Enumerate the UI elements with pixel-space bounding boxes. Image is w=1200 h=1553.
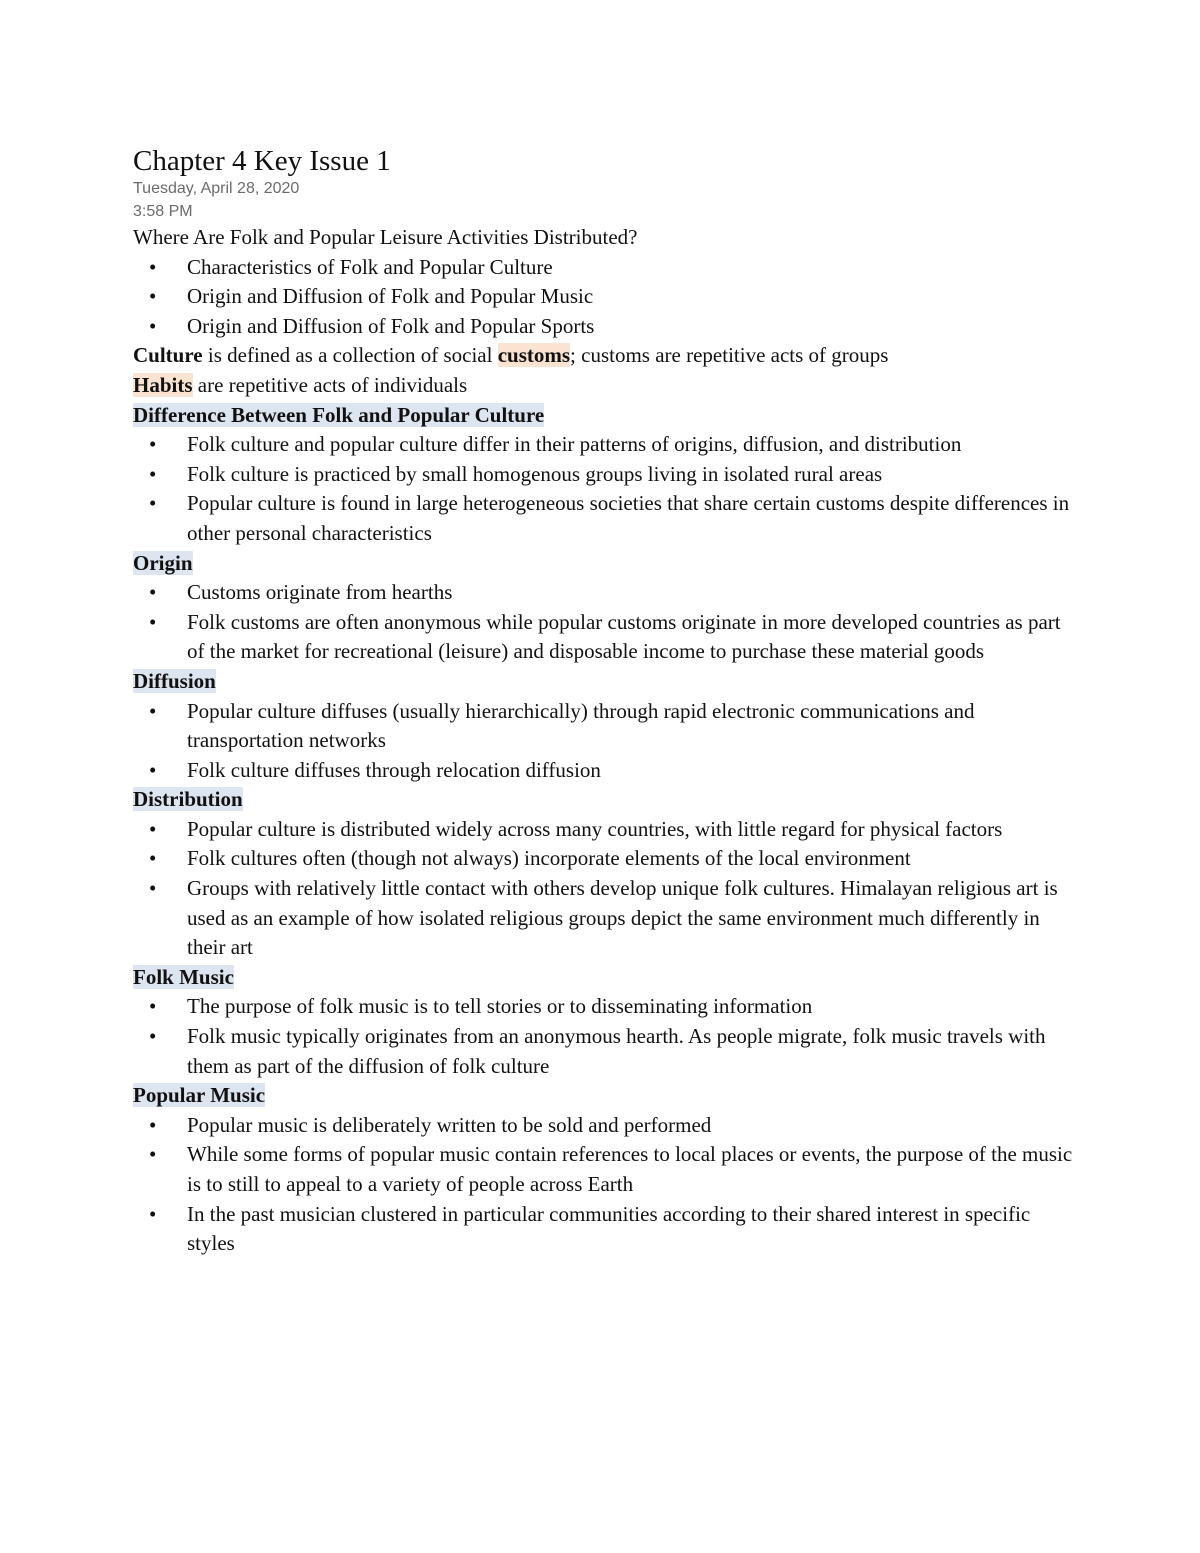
section-list-distribution	[133, 815, 1073, 963]
list-item: • In the past musician clustered in particular communities according to their shared interest in specific styles	[133, 1200, 1073, 1259]
intro-list	[133, 253, 1073, 342]
customs-definition-text: ; customs are repetitive acts of groups	[570, 343, 889, 368]
list-item: • Folk music typically originates from an anonymous hearth. As people migrate, folk music travels with them as part of the diffusion of folk culture	[133, 1022, 1073, 1081]
list-item: • Folk culture and popular culture differ in their patterns of origins, diffusion, and distribution	[133, 430, 1073, 460]
habits-definition	[133, 371, 1073, 401]
habits-definition-text: are repetitive acts of individuals	[192, 372, 468, 397]
list-item: • Folk culture diffuses through relocation diffusion	[133, 756, 1073, 786]
list-item: • Characteristics of Folk and Popular Culture	[133, 253, 1073, 283]
section-list-popular-music	[133, 1111, 1073, 1259]
habits-term: Habits	[133, 372, 193, 397]
intro-question: Where Are Folk and Popular Leisure Activities Distributed?	[133, 225, 638, 249]
list-item: • Folk culture is practiced by small homogenous groups living in isolated rural areas	[133, 460, 1073, 490]
list-item: • While some forms of popular music contain references to local places or events, the purpose of the music is to still to appeal to a variety of people across Earth	[133, 1140, 1073, 1199]
section-heading-origin: Origin	[133, 550, 193, 575]
list-item: • Origin and Diffusion of Folk and Popular Sports	[133, 312, 1073, 342]
list-item: • Popular culture diffuses (usually hierarchically) through rapid electronic communications and transportation networks	[133, 697, 1073, 756]
culture-term: Culture	[133, 343, 203, 368]
page-title: Chapter 4 Key Issue 1	[133, 145, 391, 177]
list-item: • Popular music is deliberately written to be sold and performed	[133, 1111, 1073, 1141]
list-item: • Popular culture is found in large heterogeneous societies that share certain customs despite differences in other personal characteristics	[133, 489, 1073, 548]
section-heading-folk-music: Folk Music	[133, 964, 234, 989]
section-heading-diffusion: Diffusion	[133, 668, 216, 693]
note-time: 3:58 PM	[133, 203, 193, 220]
section-heading-popular-music: Popular Music	[133, 1083, 266, 1108]
list-item: • Folk customs are often anonymous while popular customs originate in more developed countries as part of the market for recreational (leisure) and disposable income to purchase these material goods	[133, 608, 1073, 667]
section-list-diffusion	[133, 697, 1073, 786]
culture-definition	[133, 341, 1073, 371]
note-date: Tuesday, April 28, 2020	[133, 180, 300, 197]
culture-definition-text: is defined as a collection of social	[202, 343, 498, 368]
section-heading-distribution: Distribution	[133, 787, 243, 812]
list-item: • Folk cultures often (though not always) incorporate elements of the local environment	[133, 844, 1073, 874]
note-page	[133, 144, 1073, 1259]
list-item: • Customs originate from hearths	[133, 578, 1073, 608]
list-item: • The purpose of folk music is to tell stories or to disseminating information	[133, 992, 1073, 1022]
list-item: • Groups with relatively little contact with others develop unique folk cultures. Himalayan religious art is used as an example of how isolated religious groups depict the same environment much differently in their art	[133, 874, 1073, 963]
list-item: • Popular culture is distributed widely across many countries, with little regard for physical factors	[133, 815, 1073, 845]
section-list-difference	[133, 430, 1073, 548]
section-heading-difference: Difference Between Folk and Popular Culture	[133, 402, 545, 427]
customs-term: customs	[497, 343, 571, 368]
section-list-origin	[133, 578, 1073, 667]
list-item: • Origin and Diffusion of Folk and Popular Music	[133, 282, 1073, 312]
section-list-folk-music	[133, 992, 1073, 1081]
